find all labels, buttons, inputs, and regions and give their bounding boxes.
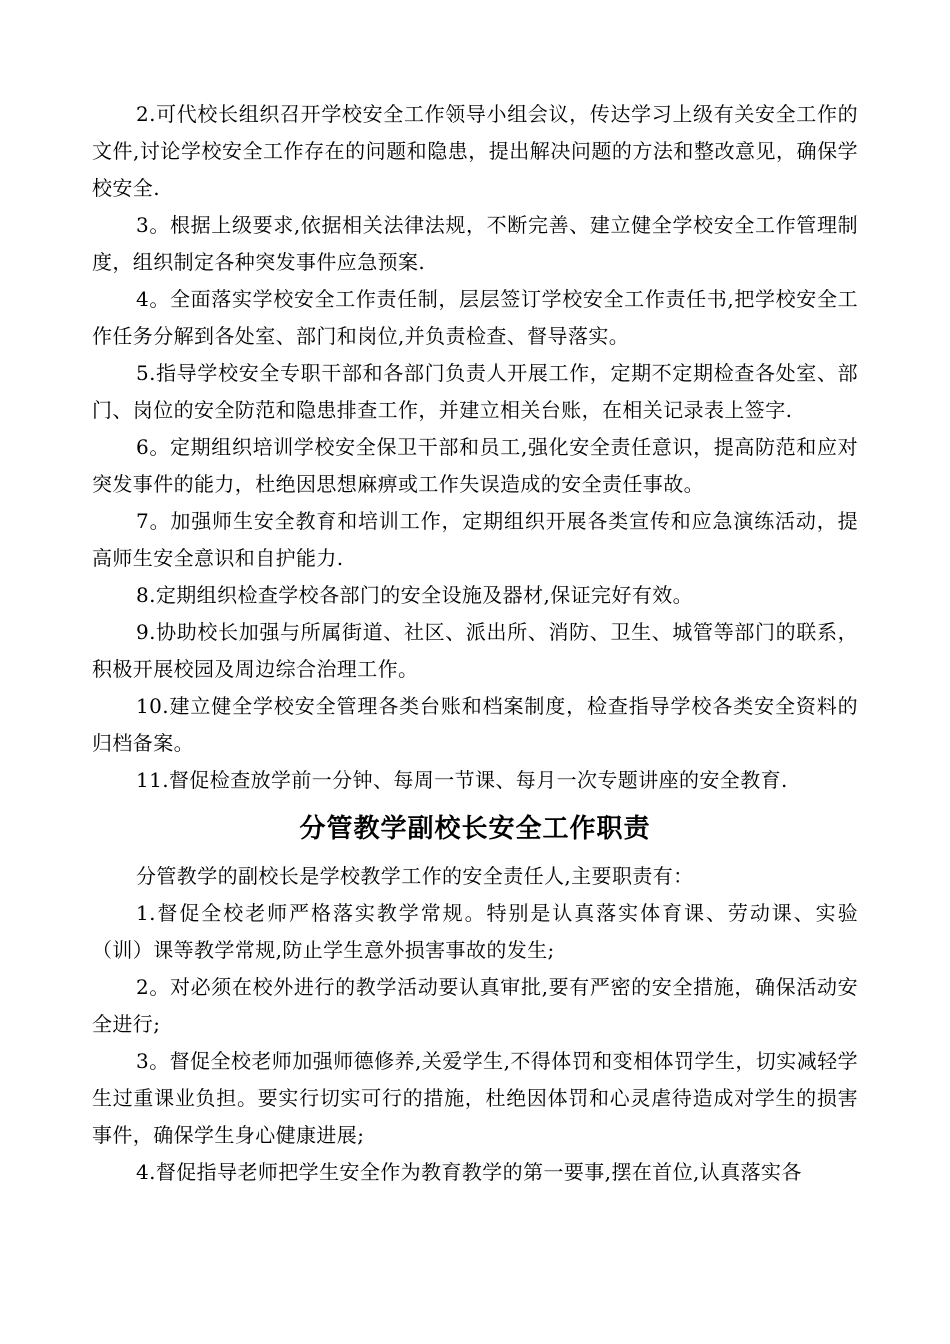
duty-item-3: 3。根据上级要求,依据相关法律法规，不断完善、建立健全学校安全工作管理制度，组织制定各种突发事件应急预案. — [92, 213, 858, 274]
section-intro: 分管教学的副校长是学校教学工作的安全责任人,主要职责有： — [136, 864, 694, 888]
duty-item-8: 8.定期组织检查学校各部门的安全设施及器材,保证完好有效。 — [136, 583, 694, 607]
teaching-duty-item-2: 2。对必须在校外进行的教学活动要认真审批,要有严密的安全措施，确保活动安全进行; — [92, 975, 858, 1036]
duty-item-6: 6。定期组织培训学校安全保卫干部和员工,强化安全责任意识，提高防范和应对突发事件的能力，杜绝因思想麻痹或工作失误造成的安全责任事故。 — [92, 435, 858, 496]
duty-item-5: 5.指导学校安全专职干部和各部门负责人开展工作，定期不定期检查各处室、部门、岗位的安全防范和隐患排查工作，并建立相关台账，在相关记录表上签字. — [92, 361, 858, 422]
duty-item-2: 2.可代校长组织召开学校安全工作领导小组会议，传达学习上级有关安全工作的文件,讨论学校安全工作存在的问题和隐患，提出解决问题的方法和整改意见，确保学校安全. — [92, 102, 858, 200]
teaching-duty-item-3: 3。督促全校老师加强师德修养,关爱学生,不得体罚和变相体罚学生，切实减轻学生过重课业负担。要实行切实可行的措施，杜绝因体罚和心灵虐待造成对学生的损害事件，确保学生身心健康进展; — [92, 1049, 858, 1147]
duty-item-4: 4。全面落实学校安全工作责任制，层层签订学校安全工作责任书,把学校安全工作任务分解到各处室、部门和岗位,并负责检查、督导落实。 — [92, 287, 858, 348]
duty-item-11: 11.督促检查放学前一分钟、每周一节课、每月一次专题讲座的安全教育. — [136, 768, 788, 792]
document-body — [92, 96, 858, 1191]
section-title: 分管教学副校长安全工作职责 — [299, 814, 651, 844]
duty-item-7: 7。加强师生安全教育和培训工作，定期组织开展各类宣传和应急演练活动，提高师生安全意识和自护能力. — [92, 509, 858, 570]
teaching-duty-item-4: 4.督促指导老师把学生安全作为教育教学的第一要事,摆在首位,认真落实各 — [136, 1160, 802, 1184]
duty-item-9: 9.协助校长加强与所属街道、社区、派出所、消防、卫生、城管等部门的联系，积极开展校园及周边综合治理工作。 — [92, 620, 858, 681]
duty-item-10: 10.建立健全学校安全管理各类台账和档案制度，检查指导学校各类安全资料的归档备案。 — [92, 694, 858, 755]
teaching-duty-item-1: 1.督促全校老师严格落实教学常规。特别是认真落实体育课、劳动课、实验（训）课等教学常规,防止学生意外损害事故的发生; — [92, 901, 858, 962]
